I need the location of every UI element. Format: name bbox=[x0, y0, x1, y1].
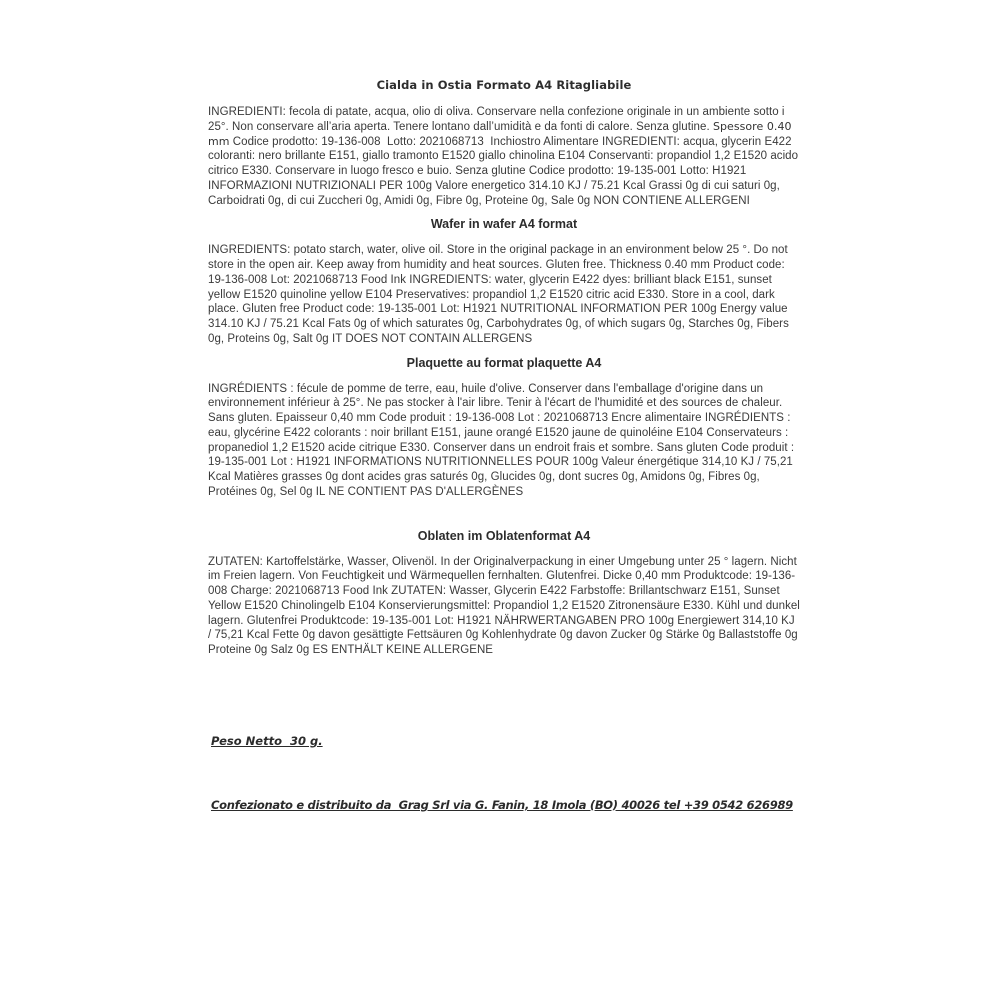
section-heading-french: Plaquette au format plaquette A4 bbox=[406, 355, 602, 370]
section-heading-english: Wafer in wafer A4 format bbox=[430, 217, 578, 232]
thickness-note-italian: Spessore 0.40 mm bbox=[208, 119, 796, 148]
ingredients-paragraph-italian bbox=[208, 105, 800, 208]
ingredients-paragraph-english: INGREDIENTS: potato starch, water, olive oil. Store in the original package in an environment below 25 °. Do not store in the open air. Keep away from humidity and heat sources. Gluten free. Thickness 0.40 mm Product code: 19-136-008 Lot: 2021068713 Food Ink INGREDIENTS: water, glycerin E422 dyes: brilliant black E151, sunset yellow E1520 quinoline yellow E104 Preservatives: propandiol 1,2 E1520 citric acid E330. Store in a cool, dark place. Gluten free Product code: 19-135-001 Lot: H1921 NUTRITIONAL INFORMATION PER 100g Energy value 314.10 KJ / 75.21 Kcal Fats 0g of which saturates 0g, Carbohydrates 0g, of which sugars 0g, Starches 0g, Fibers 0g, Proteins 0g, Salt 0g IT DOES NOT CONTAIN ALLERGENS bbox=[208, 244, 793, 345]
document-title: Cialda in Ostia Formato A4 Ritagliabile bbox=[376, 78, 632, 92]
italian-text-part1: INGREDIENTI: fecola di patate, acqua, olio di oliva. Conservare nella confezione originale in un ambiente sotto i 25°. Non conservare all’aria aperta. Tenere lontano dall’umidità e da fonti di calore. Senza glutine. bbox=[208, 106, 788, 133]
ingredients-paragraph-french: INGRÉDIENTS : fécule de pomme de terre, eau, huile d'olive. Conserver dans l'emballage d'origine dans un environnement inférieur à 25°. Ne pas stocker à l'air libre. Tenir à l'écart de l'humidité et des sources de chaleur. Sans gluten. Epaisseur 0,40 mm Code produit : 19-136-008 Lot : 2021068713 Encre alimentaire INGRÉDIENTS : eau, glycérine E422 colorants : noir brillant E151, jaune orangé E1520 jaune de quinoléine E104 Conservateurs : propanediol 1,2 E1520 acide citrique E330. Conserver dans un endroit frais et sombre. Sans gluten Code produit : 19-135-001 Lot : H1921 INFORMATIONS NUTRITIONNELLES POUR 100g Valeur énergétique 314,10 KJ / 75,21 Kcal Matières grasses 0g dont acides gras saturés 0g, Glucides 0g, dont sucres 0g, Amidons 0g, Fibres 0g, Protéines 0g, Sel 0g IL NE CONTIENT PAS D'ALLERGÈNES bbox=[208, 382, 798, 498]
label-content bbox=[208, 0, 804, 812]
distributor-line: Confezionato e distribuito da Grag Srl via G. Fanin, 18 Imola (BO) 40026 tel +39 0542 626989 bbox=[211, 797, 793, 812]
ingredients-paragraph-german: ZUTATEN: Kartoffelstärke, Wasser, Olivenöl. In der Originalverpackung in einer Umgebung unter 25 ° lagern. Nicht im Freien lagern. Von Feuchtigkeit und Wärmequellen fernhalten. Glutenfrei. Dicke 0,40 mm Produktcode: 19-136-008 Charge: 2021068713 Food Ink ZUTATEN: Wasser, Glycerin E422 Farbstoffe: Brillantschwarz E151, Sunset Yellow E1520 Chinolingelb E104 Konservierungsmittel: Propandiol 1,2 E1520 Zitronensäure E330. Kühl und dunkel lagern. Glutenfrei Produktcode: 19-135-001 Lot: H1921 NÄHRWERTANGABEN PRO 100g Energiewert 314,10 KJ / 75,21 Kcal Fette 0g davon gesättigte Fettsäuren 0g Kohlenhydrate 0g davon Zucker 0g Stärke 0g Ballaststoffe 0g Proteine 0g Salz 0g ES ENTHÄLT KEINE ALLERGENE bbox=[208, 555, 804, 656]
net-weight-line: Peso Netto 30 g. bbox=[211, 733, 323, 748]
italian-text-part2: Codice prodotto: 19-136-008 Lotto: 2021068713 Inchiostro Alimentare INGREDIENTI: acqua, glycerin E422 coloranti: nero brillante E151, giallo tramonto E1520 giallo chinolina E104 Conservanti: propandiol 1,2 E1520 acido citrico E330. Conservare in luogo fresco e buio. Senza glutine Codice prodotto: 19-135-001 Lotto: H1921 INFORMAZIONI NUTRIZIONALI PER 100g Valore energetico 314.10 KJ / 75.21 Kcal Grassi 0g di cui saturi 0g, Carboidrati 0g, di cui Zuccheri 0g, Amidi 0g, Fibre 0g, Proteine 0g, Sale 0g NON CONTIENE ALLERGENI bbox=[208, 135, 802, 207]
section-heading-german: Oblaten im Oblatenformat A4 bbox=[417, 528, 591, 543]
